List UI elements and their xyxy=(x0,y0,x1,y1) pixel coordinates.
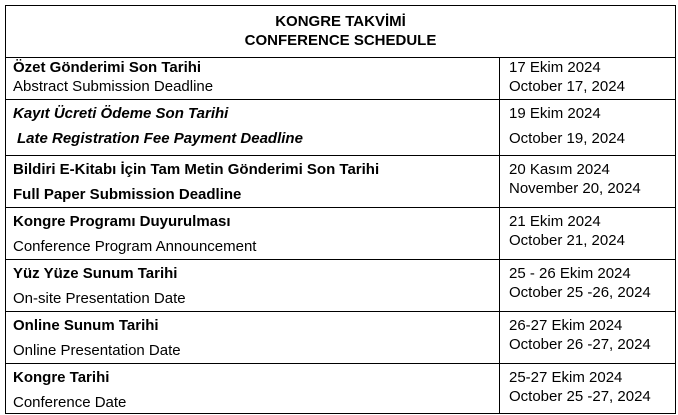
date-english: October 25 -27, 2024 xyxy=(509,388,651,405)
event-cell xyxy=(6,100,500,156)
table-row xyxy=(6,312,676,364)
event-name-turkish: Kongre Programı Duyurulması xyxy=(13,213,231,230)
event-cell xyxy=(6,58,500,100)
event-cell xyxy=(6,364,500,414)
event-name-turkish: Kayıt Ücreti Ödeme Son Tarihi xyxy=(13,105,229,122)
date-english: October 21, 2024 xyxy=(509,232,625,249)
event-name-english: Abstract Submission Deadline xyxy=(13,78,214,95)
event-name-turkish: Bildiri E-Kitabı İçin Tam Metin Gönderimi Son Tarihi xyxy=(13,161,380,178)
date-cell xyxy=(500,100,676,156)
event-name-english: Late Registration Fee Payment Deadline xyxy=(17,130,303,147)
table-header-row xyxy=(6,6,676,58)
event-name-english: Conference Program Announcement xyxy=(13,238,257,255)
date-turkish: 25 - 26 Ekim 2024 xyxy=(509,265,631,282)
date-english: October 26 -27, 2024 xyxy=(509,336,651,353)
event-name-english: Conference Date xyxy=(13,394,127,411)
date-cell xyxy=(500,58,676,100)
date-turkish: 19 Ekim 2024 xyxy=(509,105,601,122)
title-turkish: KONGRE TAKVİMİ xyxy=(275,13,406,30)
event-name-turkish: Yüz Yüze Sunum Tarihi xyxy=(13,265,178,282)
event-name-english: Online Presentation Date xyxy=(13,342,181,359)
conference-schedule-table xyxy=(5,5,676,414)
title-english: CONFERENCE SCHEDULE xyxy=(244,32,437,49)
table-row xyxy=(6,364,676,414)
table-row xyxy=(6,100,676,156)
table-row xyxy=(6,58,676,100)
date-cell xyxy=(500,312,676,364)
table-row xyxy=(6,208,676,260)
event-cell xyxy=(6,260,500,312)
event-name-turkish: Kongre Tarihi xyxy=(13,369,110,386)
date-english: October 25 -26, 2024 xyxy=(509,284,651,301)
event-name-english: Full Paper Submission Deadline xyxy=(13,186,242,203)
date-turkish: 21 Ekim 2024 xyxy=(509,213,601,230)
event-name-turkish: Online Sunum Tarihi xyxy=(13,317,159,334)
date-english: November 20, 2024 xyxy=(509,180,641,197)
date-cell xyxy=(500,364,676,414)
event-cell xyxy=(6,312,500,364)
date-turkish: 17 Ekim 2024 xyxy=(509,59,601,76)
table-row xyxy=(6,156,676,208)
date-turkish: 26-27 Ekim 2024 xyxy=(509,317,623,334)
event-cell xyxy=(6,156,500,208)
event-name-turkish: Özet Gönderimi Son Tarihi xyxy=(13,59,202,76)
date-english: October 17, 2024 xyxy=(509,78,625,95)
table-header-cell xyxy=(6,6,676,58)
date-cell xyxy=(500,156,676,208)
date-cell xyxy=(500,260,676,312)
date-cell xyxy=(500,208,676,260)
event-name-english: On-site Presentation Date xyxy=(13,290,186,307)
table-row xyxy=(6,260,676,312)
event-cell xyxy=(6,208,500,260)
date-turkish: 25-27 Ekim 2024 xyxy=(509,369,623,386)
date-english: October 19, 2024 xyxy=(509,130,625,147)
date-turkish: 20 Kasım 2024 xyxy=(509,161,610,178)
